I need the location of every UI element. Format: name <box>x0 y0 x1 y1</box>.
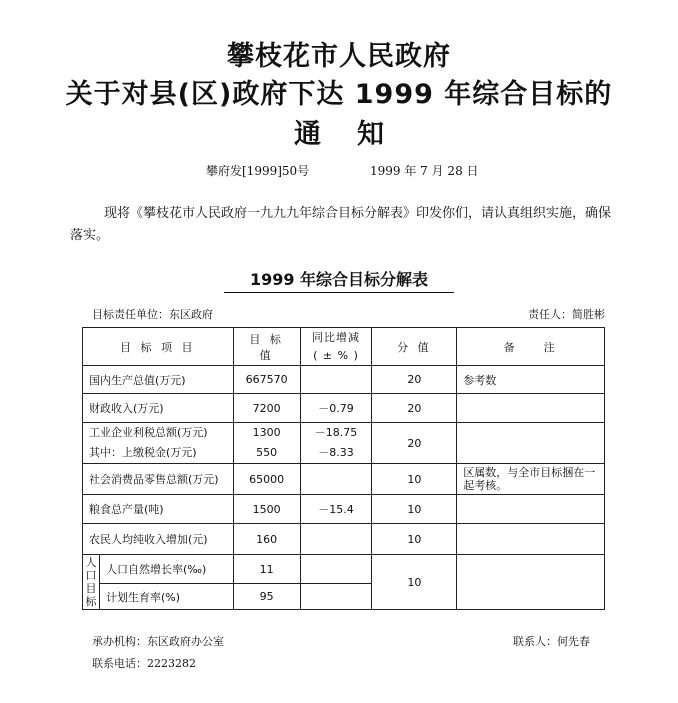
table-title-text: 1999 年综合目标分解表 <box>224 267 454 293</box>
cell-item: 农民人均纯收入增加(元) <box>83 524 234 555</box>
table-title <box>0 267 678 293</box>
cell-item: 计划生育率(%) <box>99 584 233 610</box>
header-yoy <box>300 328 372 366</box>
cell-target: 95 <box>233 584 300 610</box>
title-line-1: 攀枝花市人民政府 <box>227 41 451 72</box>
table-row <box>83 423 605 464</box>
cell-yoy: －0.79 <box>300 394 372 423</box>
cell-target: 65000 <box>233 464 300 495</box>
cell-note <box>457 423 605 464</box>
population-group-label-text <box>85 556 97 608</box>
table-header-row <box>83 328 605 366</box>
population-group-label-char: 人 <box>85 556 97 569</box>
cell-item: 社会消费品零售总额(万元) <box>83 464 234 495</box>
cell-target-sub: 550 <box>256 446 278 459</box>
cell-yoy <box>300 464 372 495</box>
cell-yoy <box>300 366 372 394</box>
cell-yoy <box>300 584 372 610</box>
title-line-2: 关于对县(区)政府下达 1999 年综合目标的 <box>65 79 613 110</box>
population-group-label-char: 目 <box>85 582 97 595</box>
document-number: 攀府发[1999]50号 <box>206 164 310 178</box>
title-line-3: 通知 <box>294 119 420 150</box>
table-row <box>83 495 605 524</box>
cell-note <box>457 495 605 524</box>
header-yoy-line1: 同比增减 <box>312 330 361 344</box>
responsible-person: 责任人：简胜彬 <box>528 308 605 321</box>
population-group-label-char: 标 <box>85 595 97 608</box>
contact-phone: 联系电话：2223282 <box>92 657 196 670</box>
organizer: 承办机构：东区政府办公室 <box>92 635 224 648</box>
document-date: 1999 年 7 月 28 日 <box>370 164 479 178</box>
cell-target: 7200 <box>233 394 300 423</box>
cell-target: 1500 <box>233 495 300 524</box>
cell-score: 10 <box>372 464 457 495</box>
targets-table <box>82 327 605 610</box>
cell-item: 人口自然增长率(‰) <box>99 555 233 584</box>
responsible-unit: 目标责任单位：东区政府 <box>92 308 213 321</box>
table-row <box>83 524 605 555</box>
cell-target: 667570 <box>233 366 300 394</box>
header-target: 目 标 值 <box>233 328 300 366</box>
cell-item-sub: 其中：上缴税金(万元) <box>89 446 197 459</box>
contact-person: 联系人：何先春 <box>513 635 590 648</box>
cell-yoy <box>300 555 372 584</box>
header-note: 备 注 <box>457 328 605 366</box>
cell-score: 20 <box>372 423 457 464</box>
cell-item: 财政收入(万元) <box>83 394 234 423</box>
cell-score: 20 <box>372 366 457 394</box>
cell-score: 20 <box>372 394 457 423</box>
header-score: 分 值 <box>372 328 457 366</box>
table-row <box>83 366 605 394</box>
cell-score: 10 <box>372 555 457 610</box>
cell-item: 粮食总产量(吨) <box>83 495 234 524</box>
cell-note <box>457 524 605 555</box>
cell-target: 160 <box>233 524 300 555</box>
cell-target <box>233 423 300 464</box>
cell-item: 国内生产总值(万元) <box>83 366 234 394</box>
cell-yoy <box>300 423 372 464</box>
cell-target: 11 <box>233 555 300 584</box>
table-row <box>83 394 605 423</box>
header-yoy-line2: ( ± % ) <box>313 348 359 362</box>
population-group-label <box>83 555 100 610</box>
cell-yoy-main: －18.75 <box>314 426 358 439</box>
cell-item-main: 工业企业利税总额(万元) <box>89 426 208 439</box>
cell-yoy-sub: －8.33 <box>318 446 354 459</box>
cell-yoy <box>300 524 372 555</box>
table-row <box>83 464 605 495</box>
cell-note: 区属数，与全市目标捆在一起考核。 <box>457 464 605 495</box>
cell-score: 10 <box>372 524 457 555</box>
cell-note: 参考数 <box>457 366 605 394</box>
body-paragraph-line-1: 现将《攀枝花市人民政府一九九九年综合目标分解表》印发你们，请认真组织实施，确保 <box>104 206 612 221</box>
cell-note <box>457 555 605 610</box>
cell-item <box>83 423 234 464</box>
cell-score: 10 <box>372 495 457 524</box>
body-paragraph-line-2: 落实。 <box>70 228 110 243</box>
header-item: 目 标 项 目 <box>83 328 234 366</box>
population-group-label-char: 口 <box>85 569 97 582</box>
table-row <box>83 555 605 584</box>
cell-yoy: －15.4 <box>300 495 372 524</box>
cell-target-main: 1300 <box>252 426 281 439</box>
cell-note <box>457 394 605 423</box>
